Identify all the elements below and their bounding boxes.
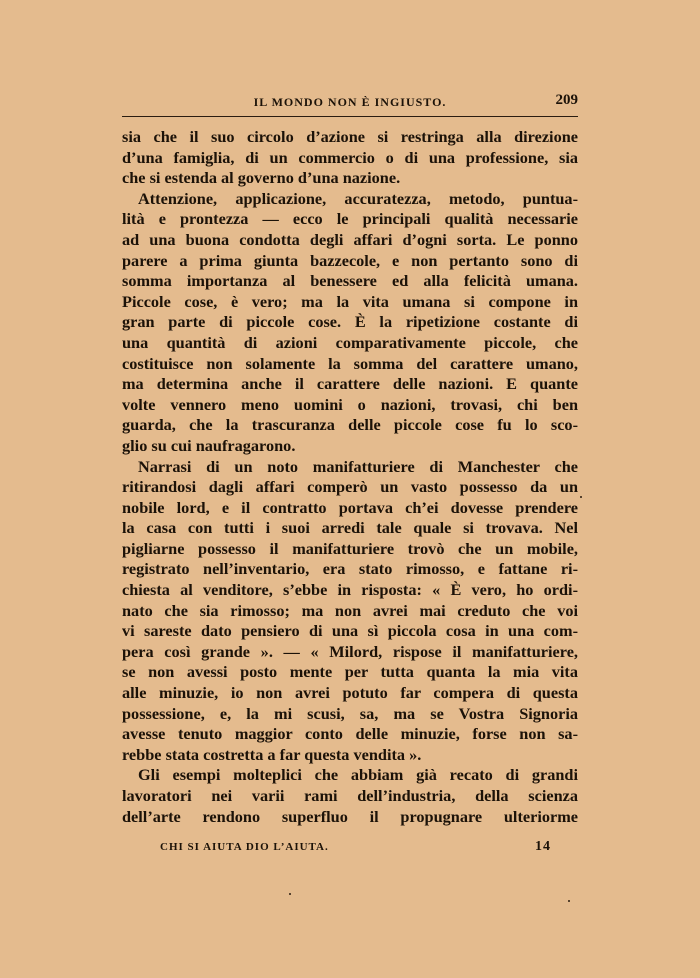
text-line: alle minuzie, io non avrei potuto far compera di questa	[122, 683, 578, 703]
text-line: parere a prima giunta bazzecole, e non pertanto sono di	[122, 250, 578, 270]
text-line: chiesta al venditore, s’ebbe in risposta: « È vero, ho ordi-	[122, 580, 578, 600]
text-line: nato che sia rimosso; ma non avrei mai creduto che voi	[122, 600, 578, 620]
text-line: volte vennero meno uomini o nazioni, trovasi, chi ben	[122, 394, 578, 414]
print-speck	[580, 496, 582, 498]
text-line: se non avessi posto mente per tutta quanta la mia vita	[122, 662, 578, 682]
text-line: Attenzione, applicazione, accuratezza, metodo, puntua-	[138, 188, 578, 208]
text-line: nobile lord, e il contratto portava ch’ei dovesse prendere	[122, 497, 578, 517]
page-number: 209	[555, 92, 578, 108]
text-line: registrato nell’inventario, era stato rimosso, e fattane ri-	[122, 559, 578, 579]
text-line: pera così grande ». — « Milord, rispose il manifatturiere,	[122, 641, 578, 661]
printer-signature: CHI SI AIUTA DIO L’AIUTA.	[160, 841, 329, 853]
text-line: costituisce non solamente la somma del carattere umano,	[122, 353, 578, 373]
text-line: gran parte di piccole cose. È la ripetizione costante di	[122, 312, 578, 332]
text-line: la casa con tutti i suoi arredi tale quale si trovava. Nel	[122, 518, 578, 538]
text-line: sia che il suo circolo d’azione si restringa alla direzione	[122, 127, 578, 146]
text-line: lavoratori nei varii rami dell’industria, della scienza	[122, 786, 578, 805]
signature-mark: 14	[535, 839, 551, 854]
text-line: ritirandosi dagli affari comperò un vasto possesso da un	[122, 477, 578, 497]
text-line: dell’arte rendono superfluo il propugnare ulteriorme	[122, 806, 578, 826]
print-speck	[568, 900, 570, 902]
text-line: d’una famiglia, di un commercio o di una professione, sia	[122, 147, 578, 167]
print-speck	[289, 893, 291, 895]
text-line: ad una buona condotta degli affari d’ogni sorta. Le ponno	[122, 229, 578, 249]
text-line: guarda, che la trascuranza delle piccole cose fu lo sco-	[122, 415, 578, 435]
text-line: somma importanza al benessere ed alla felicità umana.	[122, 271, 578, 291]
text-line: ma determina anche il carattere delle nazioni. E quante	[122, 374, 578, 394]
text-line: possessione, e, la mi scusi, sa, ma se Vostra Signoria	[122, 703, 578, 723]
page-footer	[160, 841, 560, 859]
text-line: glio su cui naufragarono.	[122, 435, 296, 455]
text-line: Gli esempi molteplici che abbiam già recato di grandi	[138, 765, 578, 785]
page-header	[122, 92, 578, 117]
running-title: IL MONDO NON È INGIUSTO.	[253, 95, 447, 109]
text-line: una quantità di azioni comparativamente piccole, che	[122, 332, 578, 352]
text-line: avesse tenuto maggior conto delle minuzie, forse non sa-	[122, 724, 578, 744]
text-line: che si estenda al governo d’una nazione.	[122, 168, 401, 188]
text-line: Narrasi di un noto manifatturiere di Manchester che	[138, 456, 578, 476]
text-line: pigliarne possesso il manifatturiere trovò che un mobile,	[122, 538, 578, 558]
body-text	[122, 127, 578, 827]
text-line: rebbe stata costretta a far questa vendita ».	[122, 744, 422, 764]
text-line: Piccole cose, è vero; ma la vita umana si compone in	[122, 291, 578, 311]
text-line: vi sareste dato pensiero di una sì piccola cosa in una com-	[122, 621, 578, 641]
text-line: lità e prontezza — ecco le principali qualità necessarie	[122, 209, 578, 229]
